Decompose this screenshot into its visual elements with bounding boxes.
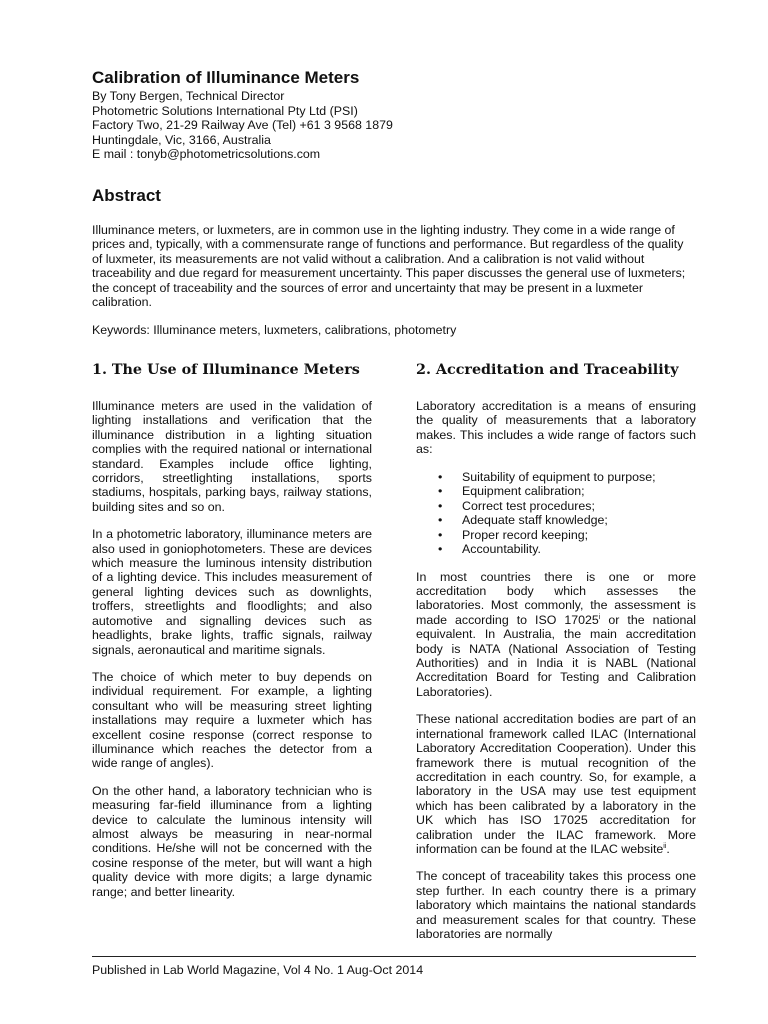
section-2-paragraph-2-end: or the national equivalent. In Australia, the main accreditation body is NATA (National Association of Testing Authorities) and in India it is NABL (National Accreditation Board for Testing and Calibration Laboratories).: [416, 612, 696, 699]
list-item: [416, 513, 696, 528]
abstract-body: Illuminance meters, or luxmeters, are in common use in the lighting industry. They come in a wide range of prices and, typically, with a commensurate range of functions and performance. But regardless of the quality of luxmeter, its measurements are not valid without a calibration. And a calibration is not valid without traceability and due regard for measurement uncertainty. This paper discusses the general use of luxmeters; the concept of traceability and the sources of error and uncertainty that may be present in a luxmeter calibration.: [92, 223, 686, 310]
footer-citation: Published in Lab World Magazine, Vol 4 No. 1 Aug-Oct 2014: [92, 963, 424, 977]
list-item: [416, 542, 696, 557]
bullet-icon: •: [438, 469, 443, 484]
section-2-paragraph-2: [416, 570, 696, 700]
bullet-icon: •: [438, 513, 443, 528]
company-line: Photometric Solutions International Pty Ltd (PSI): [92, 103, 358, 118]
section-2-paragraph-3-start: These national accreditation bodies are part of an international framework called ILAC (International Laboratory Accreditation Cooperation). Under this framework there is mutual recognition of the accreditation in each country. So, for example, a laboratory in the USA may use test equipment which has been calibrated by a laboratory in the UK which has ISO 17025 accreditation for calibration under the ILAC framework. More information can be found at the ILAC website: [416, 712, 696, 856]
list-item: [416, 499, 696, 514]
paper-title: Calibration of Illuminance Meters: [92, 68, 360, 87]
abstract-heading: Abstract: [92, 186, 161, 205]
section-2-paragraph-3-end: .: [666, 841, 670, 856]
bullet-icon: •: [438, 542, 443, 557]
author-line: By Tony Bergen, Technical Director: [92, 89, 285, 103]
section-2-paragraph-4: The concept of traceability takes this process one step further. In each country there is a primary laboratory which maintains the national standards and measurement scales for that country. These laboratories are normally: [416, 869, 696, 941]
list-item-text: Proper record keeping;: [462, 527, 589, 542]
bullet-icon: •: [438, 498, 443, 513]
bullet-icon: •: [438, 484, 443, 499]
section-1-paragraph-1: Illuminance meters are used in the validation of lighting installations and verification that the illuminance distribution in a lighting situation complies with the required national or international standard. Examples include office lighting, corridors, streetlighting installations, sports stadiums, hospitals, parking bays, railway stations, building sites and so on.: [92, 399, 372, 514]
paper-header: [92, 68, 692, 162]
section-1-heading: 1. The Use of Illuminance Meters: [92, 362, 360, 378]
address-line-2: Huntingdale, Vic, 3166, Australia: [92, 132, 271, 147]
section-1-paragraph-3: The choice of which meter to buy depends on individual requirement. For example, a lighting consultant who will be measuring street lighting installations may require a luxmeter which has excellent cosine response (correct response to illuminance which reaches the detector from a wide range of angles).: [92, 669, 372, 771]
factors-list: [416, 470, 696, 557]
section-2-paragraph-3: [416, 712, 696, 856]
list-item: [416, 470, 696, 485]
email-line: E mail : tonyb@photometricsolutions.com: [92, 147, 321, 162]
footer-divider: [92, 956, 696, 957]
list-item-text: Correct test procedures;: [462, 498, 595, 513]
section-2-paragraph-1: Laboratory accreditation is a means of ensuring the quality of measurements that a laboratory makes. This includes a wide range of factors such as:: [416, 399, 696, 457]
list-item: [416, 528, 696, 543]
bullet-icon: •: [438, 527, 443, 542]
section-1-paragraph-4: On the other hand, a laboratory technician who is measuring far-field illuminance from a lighting device to calculate the luminous intensity will almost always be measuring in near-normal conditions. He/she will not be concerned with the cosine response of the meter, but will want a high quality device with more digits; a large dynamic range; and better linearity.: [92, 783, 372, 899]
address-line-1: Factory Two, 21-29 Railway Ave (Tel) +61 3 9568 1879: [92, 118, 393, 133]
abstract-section: [92, 185, 696, 338]
section-1-paragraph-2: In a photometric laboratory, illuminance meters are also used in goniophotometers. These are devices which measure the luminous intensity distribution of a lighting device. This includes measurement of general lighting devices such as downlights, troffers, streetlights and floodlights; and also automotive and signalling devices such as headlights, brake lights, traffic signals, railway signals, aeronautical and maritime signals.: [92, 527, 372, 657]
endnote-marker-ii[interactable]: ii: [663, 842, 667, 850]
list-item-text: Adequate staff knowledge;: [462, 513, 608, 528]
endnote-marker-i[interactable]: i: [598, 613, 601, 621]
list-item-text: Suitability of equipment to purpose;: [462, 469, 656, 484]
section-2-heading: 2. Accreditation and Traceability: [416, 362, 679, 378]
list-item: [416, 484, 696, 499]
section-1-column: [92, 360, 372, 912]
list-item-text: Accountability.: [462, 542, 541, 557]
keywords-line: Keywords: Illuminance meters, luxmeters, calibrations, photometry: [92, 323, 457, 338]
section-2-paragraph-2-start: In most countries there is one or more accreditation body which assesses the laboratories. Most commonly, the assessment is made according to ISO 17025: [416, 569, 696, 627]
section-2-column: [416, 360, 696, 954]
list-item-text: Equipment calibration;: [462, 484, 585, 499]
